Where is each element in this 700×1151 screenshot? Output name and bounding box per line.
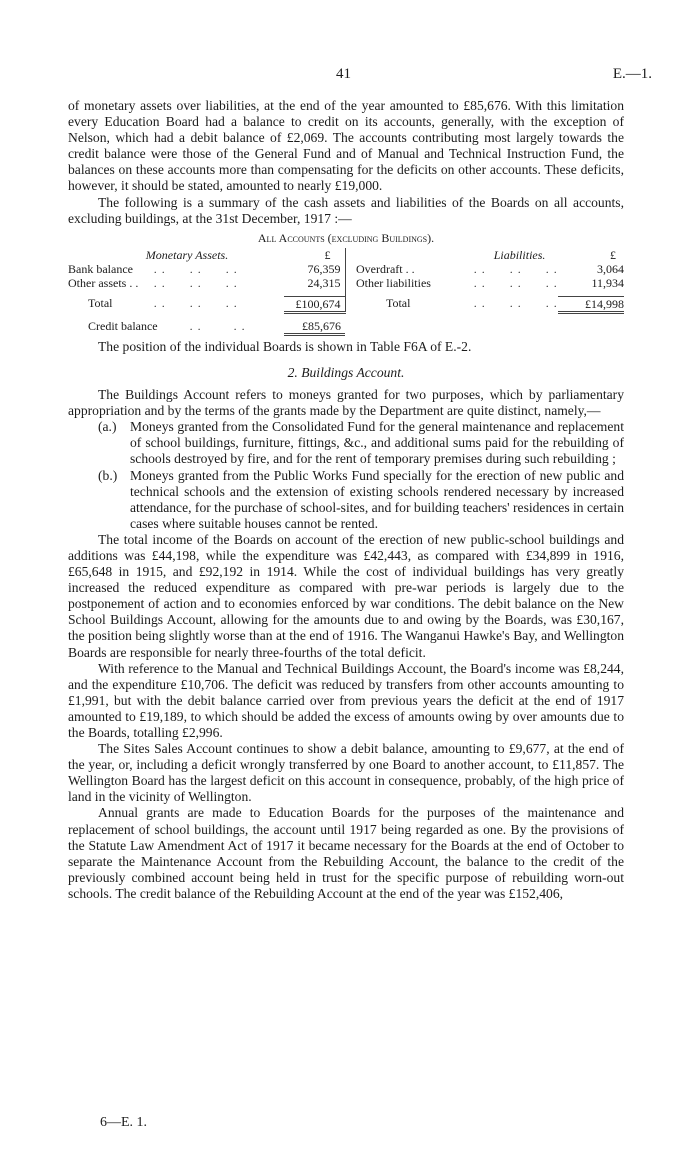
paragraph: The position of the individual Boards is shown in Table F6A of E.-2. bbox=[98, 338, 472, 354]
assets-header: Monetary Assets. bbox=[145, 247, 229, 262]
list-item bbox=[68, 468, 624, 532]
list-item-label: (a.) bbox=[98, 419, 117, 435]
page-footer-signature: 6—E. 1. bbox=[100, 1115, 148, 1130]
paragraph: The following is a summary of the cash assets and liabilities of the Boards on all accounts, excluding buildings, at the 31st December, 1917 :— bbox=[68, 194, 624, 226]
credit-balance-value: £85,676 bbox=[284, 319, 345, 335]
total-label: Total bbox=[88, 296, 113, 311]
credit-label-text: Credit balance bbox=[88, 318, 158, 333]
table-row bbox=[68, 276, 624, 290]
table-row bbox=[68, 262, 624, 276]
liability-value: 11,934 bbox=[591, 276, 624, 291]
credit-balance-label bbox=[68, 319, 284, 335]
liabilities-currency: £ bbox=[610, 247, 616, 262]
paragraph: The total income of the Boards on account of the erection of new public-school buildings and additions was £44,198, while the expenditure was £42,443, as compared with £34,899 in 1916, £65,648 in 1915, and £92,192 in 1914. While the cost of individual buildings has very greatly increased the reduced expenditure as compared with pre-war periods is largely due to the postponement of action and to economies enforced by war conditions. The debit balance on the New School Buildings Account, allowing for the amounts due to and owing by the Boards, was £30,167, the position being slightly worse than at the end of 1916. The Wanganui Hawke's Bay, and Wellington Boards are responsible for nearly three-fourths of the total deficit. bbox=[68, 531, 624, 660]
table-row-total bbox=[68, 296, 624, 312]
assets-currency: £ bbox=[284, 248, 345, 262]
section-heading: 2. Buildings Account. bbox=[287, 364, 405, 380]
leader-dots: . . . . . . bbox=[473, 296, 558, 311]
liability-value: 3,064 bbox=[597, 262, 624, 277]
liability-label: Overdraft . . bbox=[355, 262, 415, 277]
asset-label: Other assets . . bbox=[68, 276, 139, 291]
leader-dots: . . . . bbox=[157, 318, 246, 333]
list-item-label: (b.) bbox=[98, 467, 118, 483]
asset-value: 76,359 bbox=[284, 262, 345, 276]
asset-value: 24,315 bbox=[284, 276, 345, 290]
total-label: Total bbox=[385, 296, 411, 311]
list-item bbox=[68, 419, 624, 467]
leader-dots: . . . . . . bbox=[153, 262, 238, 277]
table-row-credit bbox=[68, 319, 624, 335]
table-title: All Accounts (excluding Buildings). bbox=[257, 230, 435, 245]
paragraph: Annual grants are made to Education Boards for the purposes of the maintenance and replacement of school buildings, the account until 1917 being regarded as one. By the provisions of the Statute Law Amendment Act of 1917 it became necessary for the Boards at the end of October to separate the Maintenance Account from the Rebuilding Account, the balance to the credit of the previously combined account being held in trust for the specific purpose of rebuilding worn-out schools. The credit balance of the Rebuilding Account at the end of the year was £152,406, bbox=[68, 805, 624, 901]
accounts-table bbox=[68, 248, 624, 336]
list-item-text: Moneys granted from the Consolidated Fund for the general maintenance and replacement of school buildings, furniture, fittings, &c., and additional sums paid for the rebuilding of schools destroyed by fire, and for the rent of temporary premises during such rebuilding ; bbox=[130, 419, 624, 467]
page-body bbox=[68, 98, 624, 902]
leader-dots: . . . . . . bbox=[473, 262, 558, 277]
page-number: 41 bbox=[336, 66, 351, 82]
purpose-list bbox=[68, 419, 624, 532]
list-item-text: Moneys granted from the Public Works Fund specially for the erection of new public and technical schools and the extension of existing schools rendered necessary by increased attendance, for the purchase of school-sites, and for building teachers' residences in certain cases where suitable houses cannot be rented. bbox=[130, 467, 624, 531]
leader-dots: . . . . . . bbox=[153, 276, 238, 291]
asset-label: Bank balance bbox=[68, 262, 133, 277]
paragraph: The Buildings Account refers to moneys granted for two purposes, which by parliamentary appropriation and by the terms of the grants made by the Department are quite distinct, namely,— bbox=[68, 387, 624, 419]
paragraph: The Sites Sales Account continues to show a debit balance, amounting to £9,677, at the end of the year, or, including a deficit wrongly transferred by one Board to another account, to £11,857. The Wellington Board has the largest deficit on this account in consequence, probably, of the high price of land in the vicinity of Wellington. bbox=[68, 741, 624, 805]
paragraph: With reference to the Manual and Technical Buildings Account, the Board's income was £8,244, and the expenditure £10,706. The deficit was reduced by transfers from other accounts amounting to £1,991, but with the debit balance carried over from previous years the deficit at the end of 1917 amounted to £19,189, to which should be added the excess of amounts owing by over amounts due to the Boards, totalling £2,996. bbox=[68, 660, 624, 741]
page-header bbox=[0, 66, 700, 86]
paragraph: of monetary assets over liabilities, at the end of the year amounted to £85,676. With this limitation every Education Board had a balance to credit on its accounts, generally, with the exception of Nelson, which had a debit balance of £2,069. The accounts contributing most largely towards the credit balance were those of the General Fund and of Manual and Technical Instruction Fund, the balances on these accounts more than compensating for the deficits on other accounts. These deficits, however, it should be stated, amounted to nearly £19,000. bbox=[68, 98, 624, 194]
leader-dots: . . . . . . bbox=[153, 296, 238, 311]
liabilities-total: £14,998 bbox=[558, 296, 624, 312]
document-reference: E.—1. bbox=[612, 66, 652, 82]
leader-dots: . . . . . . bbox=[473, 276, 558, 291]
liability-label: Other liabilities bbox=[355, 276, 431, 291]
liabilities-header: Liabilities. bbox=[493, 247, 546, 262]
assets-total: £100,674 bbox=[284, 296, 345, 312]
